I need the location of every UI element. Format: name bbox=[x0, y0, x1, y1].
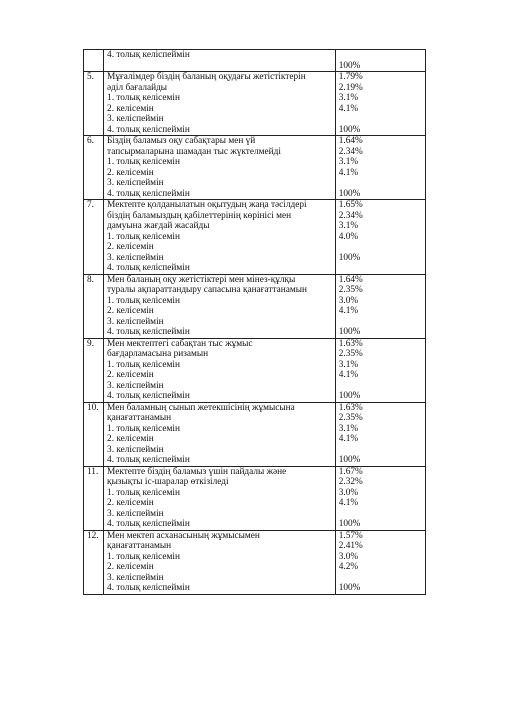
percent-value: 1.64% bbox=[338, 136, 363, 146]
percent-value: 3.1% bbox=[338, 359, 359, 370]
percent-value: 1.63% bbox=[338, 338, 363, 349]
question-cell bbox=[104, 338, 336, 402]
question-text-line: әділ бағалайды bbox=[107, 82, 168, 93]
survey-row bbox=[84, 338, 426, 402]
answer-option: 2. келісемін bbox=[107, 306, 154, 316]
percent-value bbox=[339, 573, 423, 584]
percent-value: 100% bbox=[338, 252, 361, 263]
percent-value: 2.41% bbox=[338, 541, 363, 551]
survey-row bbox=[84, 136, 426, 200]
survey-row bbox=[84, 402, 426, 466]
values-cell bbox=[335, 50, 425, 72]
percent-value bbox=[339, 509, 423, 520]
question-cell bbox=[104, 50, 336, 72]
answer-option: 4. толық келіспеймін bbox=[107, 124, 190, 135]
percent-value: 3.1% bbox=[338, 157, 359, 167]
answer-option: 3. келіспеймін bbox=[107, 444, 164, 455]
percent-value: 4.1% bbox=[338, 434, 359, 444]
question-number: 10. bbox=[84, 402, 104, 466]
question-number: 7. bbox=[84, 200, 104, 275]
percent-value: 1.64% bbox=[338, 274, 363, 285]
percent-value: 1.67% bbox=[338, 466, 363, 477]
percent-value: 3.1% bbox=[338, 93, 359, 103]
answer-option: 1. толық келісемін bbox=[107, 157, 180, 167]
values-cell bbox=[335, 466, 425, 530]
answer-option: 1. толық келісемін bbox=[107, 359, 180, 370]
answer-option: 3. келіспеймін bbox=[107, 508, 164, 519]
question-cell bbox=[104, 136, 336, 200]
question-text-line: Мен мектептегі сабақтан тыс жұмыс bbox=[107, 338, 253, 349]
percent-value: 2.35% bbox=[338, 413, 363, 423]
percent-value: 100% bbox=[338, 519, 361, 529]
answer-option: 3. келіспеймін bbox=[107, 178, 164, 188]
answer-option: 3. келіспеймін bbox=[107, 380, 164, 391]
question-text-line: Мен мектеп асханасының жұмысымен bbox=[107, 530, 260, 541]
values-cell bbox=[335, 274, 425, 338]
answer-option: 3. келіспеймін bbox=[107, 572, 164, 583]
percent-value bbox=[339, 178, 423, 189]
percent-value: 100% bbox=[338, 583, 361, 593]
question-text-line: Мен баланың оқу жетістіктері мен мінез-құлқы bbox=[107, 274, 296, 285]
question-text-line: қанағаттанамын bbox=[107, 413, 172, 423]
percent-value: 2.32% bbox=[338, 477, 363, 487]
percent-value bbox=[339, 242, 423, 253]
question-cell bbox=[104, 530, 336, 594]
answer-option: 4. толық келіспеймін bbox=[107, 188, 190, 199]
survey-row bbox=[84, 72, 426, 136]
percent-value: 2.35% bbox=[338, 349, 363, 359]
percent-value: 4.0% bbox=[338, 231, 359, 242]
percent-value bbox=[339, 381, 423, 392]
values-cell bbox=[335, 402, 425, 466]
question-number: 12. bbox=[84, 530, 104, 594]
question-cell bbox=[104, 402, 336, 466]
answer-option: 1. толық келісемін bbox=[107, 551, 180, 562]
percent-value: 1.79% bbox=[338, 72, 363, 82]
percent-value: 100% bbox=[338, 391, 361, 401]
percent-value: 100% bbox=[338, 60, 361, 71]
percent-value: 1.63% bbox=[338, 402, 363, 413]
answer-option: 2. келісемін bbox=[107, 434, 154, 444]
question-text-line: Мұғалімдер біздің баланың оқудағы жетістіктерін bbox=[107, 72, 306, 82]
answer-option: 4. толық келіспеймін bbox=[107, 583, 190, 593]
question-text-line: біздің баламыздың қабілеттерінің көрінісі мен bbox=[107, 210, 292, 221]
answer-option: 2. келісемін bbox=[107, 370, 154, 380]
percent-value bbox=[339, 114, 423, 125]
question-text-line: Мектепте біздің баламыз үшін пайдалы және bbox=[107, 466, 287, 477]
question-number: 8. bbox=[84, 274, 104, 338]
answer-option: 4. толық келіспеймін bbox=[107, 519, 190, 529]
percent-value: 3.0% bbox=[338, 295, 359, 306]
percent-value: 4.1% bbox=[338, 370, 359, 380]
question-text-line: Мен баламның сынып жетекшісінің жұмысына bbox=[107, 402, 295, 413]
answer-option: 4. толық келіспеймін bbox=[107, 327, 190, 337]
question-number bbox=[84, 50, 104, 72]
percent-value: 4.2% bbox=[338, 562, 359, 572]
answer-option: 1. толық келісемін bbox=[107, 295, 180, 306]
percent-value: 4.1% bbox=[338, 103, 359, 114]
answer-option: 1. толық келісемін bbox=[107, 231, 180, 242]
answer-option: 1. толық келісемін bbox=[107, 487, 180, 498]
values-cell bbox=[335, 530, 425, 594]
question-text-line: бағдарламасына ризамын bbox=[107, 349, 209, 359]
answer-option: 1. толық келісемін bbox=[107, 93, 180, 103]
survey-row bbox=[84, 50, 426, 72]
percent-value: 2.34% bbox=[338, 210, 363, 221]
question-number: 11. bbox=[84, 466, 104, 530]
values-cell bbox=[335, 136, 425, 200]
answer-option: 2. келісемін bbox=[107, 562, 154, 572]
values-cell bbox=[335, 200, 425, 275]
percent-value: 4.1% bbox=[338, 167, 359, 178]
percent-value: 4.1% bbox=[338, 498, 359, 508]
percent-value bbox=[339, 50, 423, 61]
answer-option: 1. толық келісемін bbox=[107, 423, 180, 434]
percent-value: 1.57% bbox=[338, 530, 363, 541]
survey-row bbox=[84, 274, 426, 338]
question-text-line: дамуына жағдай жасайды bbox=[107, 221, 210, 231]
percent-value: 1.65% bbox=[338, 200, 363, 210]
survey-row bbox=[84, 530, 426, 594]
percent-value: 3.1% bbox=[338, 221, 359, 231]
survey-table-page bbox=[83, 49, 426, 595]
values-cell bbox=[335, 338, 425, 402]
percent-value: 3.0% bbox=[338, 551, 359, 562]
percent-value: 100% bbox=[338, 124, 361, 135]
survey-table bbox=[83, 49, 426, 595]
answer-option: 2. келісемін bbox=[107, 103, 154, 114]
question-text-line: туралы ақпараттандыру сапасына қанағаттанамын bbox=[107, 285, 307, 295]
percent-value: 3.1% bbox=[338, 423, 359, 434]
question-cell bbox=[104, 200, 336, 275]
survey-row bbox=[84, 200, 426, 275]
question-cell bbox=[104, 466, 336, 530]
answer-option: 2. келісемін bbox=[107, 167, 154, 178]
answer-option: 3. келіспеймін bbox=[107, 316, 164, 327]
percent-value bbox=[339, 317, 423, 328]
percent-value: 3.0% bbox=[338, 487, 359, 498]
question-number: 6. bbox=[84, 136, 104, 200]
percent-value: 100% bbox=[338, 188, 361, 199]
percent-value: 100% bbox=[338, 455, 361, 465]
question-text-line: тапсырмаларына шамадан тыс жүктелмейді bbox=[107, 146, 281, 157]
survey-row bbox=[84, 466, 426, 530]
question-text-line: Мектепте қолданылатын оқытудың жаңа тәсілдері bbox=[107, 200, 307, 210]
answer-option: 4. толық келіспеймін bbox=[107, 50, 190, 60]
values-cell bbox=[335, 72, 425, 136]
answer-option: 4. толық келіспеймін bbox=[107, 455, 190, 465]
percent-value: 2.35% bbox=[338, 285, 363, 295]
question-number: 5. bbox=[84, 72, 104, 136]
question-cell bbox=[104, 274, 336, 338]
answer-option: 3. келіспеймін bbox=[107, 252, 164, 263]
survey-table-body bbox=[84, 50, 426, 595]
question-text-line: Біздің баламыз оқу сабақтары мен үй bbox=[107, 136, 256, 146]
answer-option: 3. келіспеймін bbox=[107, 114, 164, 124]
answer-option: 4. толық келіспеймін bbox=[107, 263, 190, 273]
answer-option: 2. келісемін bbox=[107, 498, 154, 508]
percent-value: 2.34% bbox=[338, 146, 363, 157]
answer-option: 2. келісемін bbox=[107, 242, 154, 252]
question-text-line: қанағаттанамын bbox=[107, 541, 172, 551]
percent-value: 4.1% bbox=[338, 306, 359, 316]
percent-value: 2.19% bbox=[338, 82, 363, 93]
question-cell bbox=[104, 72, 336, 136]
answer-option: 4. толық келіспеймін bbox=[107, 391, 190, 401]
question-number: 9. bbox=[84, 338, 104, 402]
question-text-line: қызықты іс-шаралар өткізіледі bbox=[107, 477, 229, 487]
percent-value bbox=[339, 445, 423, 456]
percent-value: 100% bbox=[338, 327, 361, 337]
